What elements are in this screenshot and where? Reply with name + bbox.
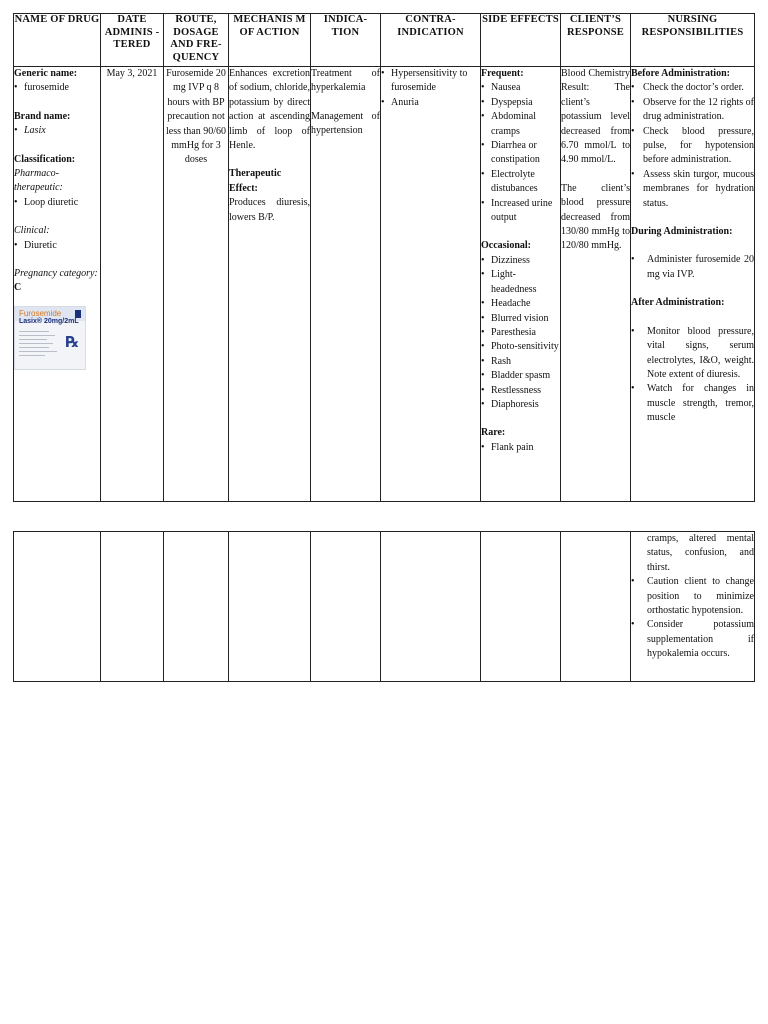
nursing-item: • Caution client to change position to minimize orthostatic hypotension. bbox=[631, 575, 754, 618]
side-effect-item: • Electrolyte distubances bbox=[481, 168, 560, 197]
empty-cell bbox=[561, 532, 631, 682]
side-effect-item: • Diarrhea or constipation bbox=[481, 139, 560, 168]
response-blood-pressure: The client’s blood pressure decreased from 130/80 mmHg to 120/80 mmHg. bbox=[561, 182, 630, 252]
side-effect-item: • Abdominal cramps bbox=[481, 110, 560, 139]
route-dosage-cell bbox=[164, 67, 229, 502]
after-administration-list bbox=[631, 325, 754, 426]
side-effect-item: • Headache bbox=[481, 297, 560, 311]
route-dosage-frequency: Furosemide 20 mg IVP q 8 hours with BP precaution not less than 90/60 mmHg for 3 doses bbox=[166, 68, 226, 166]
header-side-effects: SIDE EFFECTS bbox=[481, 14, 561, 67]
package-name-text: Furosemide bbox=[19, 308, 62, 318]
drug-package-image bbox=[14, 306, 86, 370]
side-effect-item: • Paresthesia bbox=[481, 326, 560, 340]
before-administration-label: Before Administration: bbox=[631, 68, 730, 79]
side-effect-item: • Bladder spasm bbox=[481, 369, 560, 383]
brand-name-label: Brand name: bbox=[14, 110, 71, 122]
clinical-class: • Diuretic bbox=[14, 239, 100, 253]
nursing-item: • Watch for changes in muscle strength, tremor, muscle bbox=[631, 382, 754, 425]
contraindication-item: • Hypersensitivity to furosemide bbox=[381, 67, 480, 96]
side-effect-item: • Restlessness bbox=[481, 384, 560, 398]
rare-list bbox=[481, 441, 560, 455]
side-effect-item: • Light-headedness bbox=[481, 268, 560, 297]
pregnancy-category-label: Pregnancy category: bbox=[14, 268, 98, 280]
brand-name: • Lasix bbox=[14, 124, 100, 138]
empty-cell bbox=[481, 532, 561, 682]
during-administration-list bbox=[631, 253, 754, 282]
nursing-item: • Assess skin turgor, mucous membranes for hydration status. bbox=[631, 168, 754, 211]
frequent-label: Frequent: bbox=[481, 68, 524, 79]
indication-1: Treatment of hyperkalemia bbox=[311, 68, 380, 94]
contraindication-cell bbox=[381, 67, 481, 502]
header-mechanism-of-action: MECHANIS M OF ACTION bbox=[229, 14, 311, 67]
name-of-drug-cell bbox=[14, 67, 101, 502]
drug-row bbox=[14, 67, 755, 502]
nursing-continued-text: cramps, altered mental status, confusion, and thirst. bbox=[647, 533, 754, 573]
side-effect-item: • Photo-sensitivity bbox=[481, 340, 560, 354]
side-effect-item: • Dyspepsia bbox=[481, 96, 560, 110]
side-effects-cell bbox=[481, 67, 561, 502]
during-administration-label: During Administration: bbox=[631, 226, 733, 238]
response-potassium: Blood Chemistry Result: The client’s potassium level decreased from 6.70 mmol/L to 4.90 mmol/L. bbox=[561, 68, 630, 166]
date-administered: May 3, 2021 bbox=[106, 68, 158, 79]
nursing-item: • Check the doctor’s order. bbox=[631, 81, 754, 95]
therapeutic-effect-label: Therapeutic Effect: bbox=[229, 168, 282, 194]
empty-cell bbox=[14, 532, 101, 682]
generic-name-label: Generic name: bbox=[14, 68, 78, 79]
empty-cell bbox=[164, 532, 229, 682]
nursing-item: • Consider potassium supplementation if hypokalemia occurs. bbox=[631, 618, 754, 661]
header-indication: INDICA- TION bbox=[311, 14, 381, 67]
occasional-label: Occasional: bbox=[481, 240, 531, 252]
mechanism-text: Enhances excretion of sodium, chloride, potassium by direct action at ascending limb of loop of Henle. bbox=[229, 68, 310, 152]
header-name-of-drug: NAME OF DRUG bbox=[14, 14, 101, 67]
clients-response-cell bbox=[561, 67, 631, 502]
empty-cell bbox=[311, 532, 381, 682]
side-effect-item: • Rash bbox=[481, 355, 560, 369]
drug-study-table bbox=[13, 13, 755, 502]
side-effect-item: • Flank pain bbox=[481, 441, 560, 455]
nursing-item: • Monitor blood pressure, vital signs, serum electrolytes, I&O, weight. Note extent of diuresis. bbox=[631, 325, 754, 383]
pregnancy-category bbox=[14, 267, 100, 296]
date-administered-cell bbox=[101, 67, 164, 502]
package-brand-text: Lasix® 20mg/2mL bbox=[19, 317, 79, 325]
indication-2: Management of hypertension bbox=[311, 110, 380, 137]
header-date-administered: DATE ADMINIS -TERED bbox=[101, 14, 164, 67]
mechanism-cell bbox=[229, 67, 311, 502]
header-row bbox=[14, 14, 755, 67]
clinical-label: Clinical: bbox=[14, 225, 50, 237]
indication-cell bbox=[311, 67, 381, 502]
header-nursing-responsibilities: NURSING RESPONSIBILITIES bbox=[631, 14, 755, 67]
nursing-item: • Check blood pressure, pulse, for hypotension before administration. bbox=[631, 125, 754, 168]
frequent-list bbox=[481, 81, 560, 225]
before-administration-list bbox=[631, 81, 754, 211]
contraindication-item: • Anuria bbox=[381, 96, 480, 110]
nursing-item: • Administer furosemide 20 mg via IVP. bbox=[631, 253, 754, 282]
occasional-list bbox=[481, 254, 560, 412]
nursing-item: • Observe for the 12 rights of drug administration. bbox=[631, 96, 754, 125]
pharmaco-therapeutic-class: • Loop diuretic bbox=[14, 196, 100, 210]
therapeutic-effect: Produces diuresis, lowers B/P. bbox=[229, 197, 310, 223]
side-effect-item: • Blurred vision bbox=[481, 312, 560, 326]
pregnancy-category-value: C bbox=[14, 282, 22, 294]
nursing-responsibilities-cell bbox=[631, 67, 755, 502]
empty-cell bbox=[381, 532, 481, 682]
drug-study-table-continued bbox=[13, 531, 755, 682]
continued-row bbox=[14, 532, 755, 682]
side-effect-item: • Nausea bbox=[481, 81, 560, 95]
generic-name: • furosemide bbox=[14, 81, 100, 95]
classification-label: Classification: bbox=[14, 153, 76, 165]
pharmaco-therapeutic-label: Pharmaco-therapeutic: bbox=[14, 168, 63, 194]
empty-cell bbox=[101, 532, 164, 682]
header-route-dosage-frequency: ROUTE, DOSAGE AND FRE- QUENCY bbox=[164, 14, 229, 67]
nursing-continued-cell bbox=[631, 532, 755, 682]
header-clients-response: CLIENT’S RESPONSE bbox=[561, 14, 631, 67]
header-contraindication: CONTRA- INDICATION bbox=[381, 14, 481, 67]
rx-symbol-icon: ℞ bbox=[65, 332, 79, 351]
side-effect-item: • Diaphoresis bbox=[481, 398, 560, 412]
after-administration-list-continued bbox=[631, 575, 754, 661]
rare-label: Rare: bbox=[481, 427, 506, 439]
after-administration-label: After Administration: bbox=[631, 297, 725, 309]
side-effect-item: • Increased urine output bbox=[481, 197, 560, 226]
side-effect-item: • Dizziness bbox=[481, 254, 560, 268]
empty-cell bbox=[229, 532, 311, 682]
